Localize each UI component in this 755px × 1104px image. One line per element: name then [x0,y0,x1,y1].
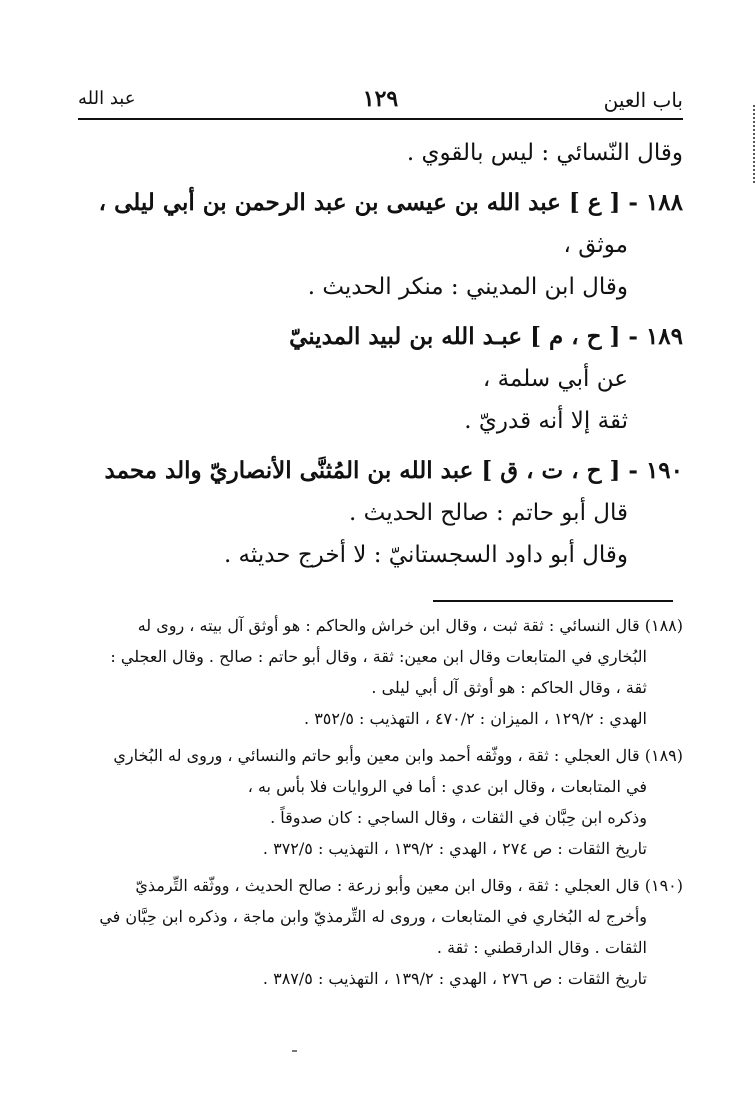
text-line: قال أبو حاتم : صالح الحديث . [349,500,628,526]
page-edge-mark [747,105,755,183]
footnote-189 [43,740,683,864]
text-line: وقال ابن المديني : منكر الحديث . [307,274,628,300]
footnotes [43,610,683,1000]
footnote-line: الهدي : ١٢٩/٢ ، الميزان : ٤٧٠/٢ ، التهذيب : ٣٥٢/٥ . [304,709,647,728]
footnote-190 [43,870,683,994]
text-line: موثق ، [563,232,628,258]
footnote-line: الثقات . وقال الدارقطني : ثقة . [436,938,647,957]
text-line: ثقة إلا أنه قدريّ . [464,408,628,434]
footnote-line: تاريخ الثقات : ص ٢٧٤ ، الهدي : ١٣٩/٢ ، التهذيب : ٣٧٢/٥ . [262,839,647,858]
footnote-188 [43,610,683,734]
footnote-line: (١٨٨) قال النسائي : ثقة ثبت ، وقال ابن خراش والحاكم : هو أوثق آل بيته ، روى له [137,616,683,635]
footnote-line: (١٩٠) قال العجلي : ثقة ، وقال ابن معين وأبو زرعة : صالح الحديث ، ووثّقه التِّرمذيّ [135,876,683,895]
page-speck [292,1050,297,1052]
footnote-line: وأخرج له البُخاري في المتابعات ، وروى له التِّرمذيّ وابن ماجة ، وذكره ابن حِبَّان في [99,907,647,926]
entry-188-heading: ١٨٨ - [ ع ] عبد الله بن عيسى بن عبد الرحمن بن أبي ليلى ، [98,189,683,216]
section-subject: عبد الله [78,88,136,109]
footnote-line: البُخاري في المتابعات وقال ابن معين: ثقة ، وقال أبو حاتم : صالح . وقال العجلي : [110,647,647,666]
footnote-line: وذكره ابن حِبَّان في الثقات ، وقال الساجي : كان صدوقاً . [270,808,647,827]
footnote-line: ثقة ، وقال الحاكم : هو أوثق آل أبي ليلى . [371,678,647,697]
footnote-rule [433,600,673,602]
text-line: عن أبي سلمة ، [482,366,628,392]
running-header [78,88,683,118]
footnote-line: في المتابعات ، وقال ابن عدي : أما في الروايات فلا بأس به ، [247,777,647,796]
main-text [83,132,683,576]
header-rule [78,118,683,120]
entry-190-heading: ١٩٠ - [ ح ، ت ، ق ] عبد الله بن المُثنَّى الأنصاريّ والد محمد [104,457,683,484]
text-line: وقال أبو داود السجستانيّ : لا أخرج حديثه . [223,542,628,568]
text-line: وقال النّسائي : ليس بالقوي . [406,140,683,166]
footnote-line: تاريخ الثقات : ص ٢٧٦ ، الهدي : ١٣٩/٢ ، التهذيب : ٣٨٧/٥ . [262,969,647,988]
footnote-line: (١٨٩) قال العجلي : ثقة ، ووثّقه أحمد وابن معين وأبو حاتم والنسائي ، وروى له البُخاري [113,746,683,765]
page-number: ١٢٩ [362,86,399,112]
entry-189-heading: ١٨٩ - [ ح ، م ] عبـد الله بن لبيد المدينيّ [289,323,683,350]
chapter-title: باب العين [603,88,683,112]
